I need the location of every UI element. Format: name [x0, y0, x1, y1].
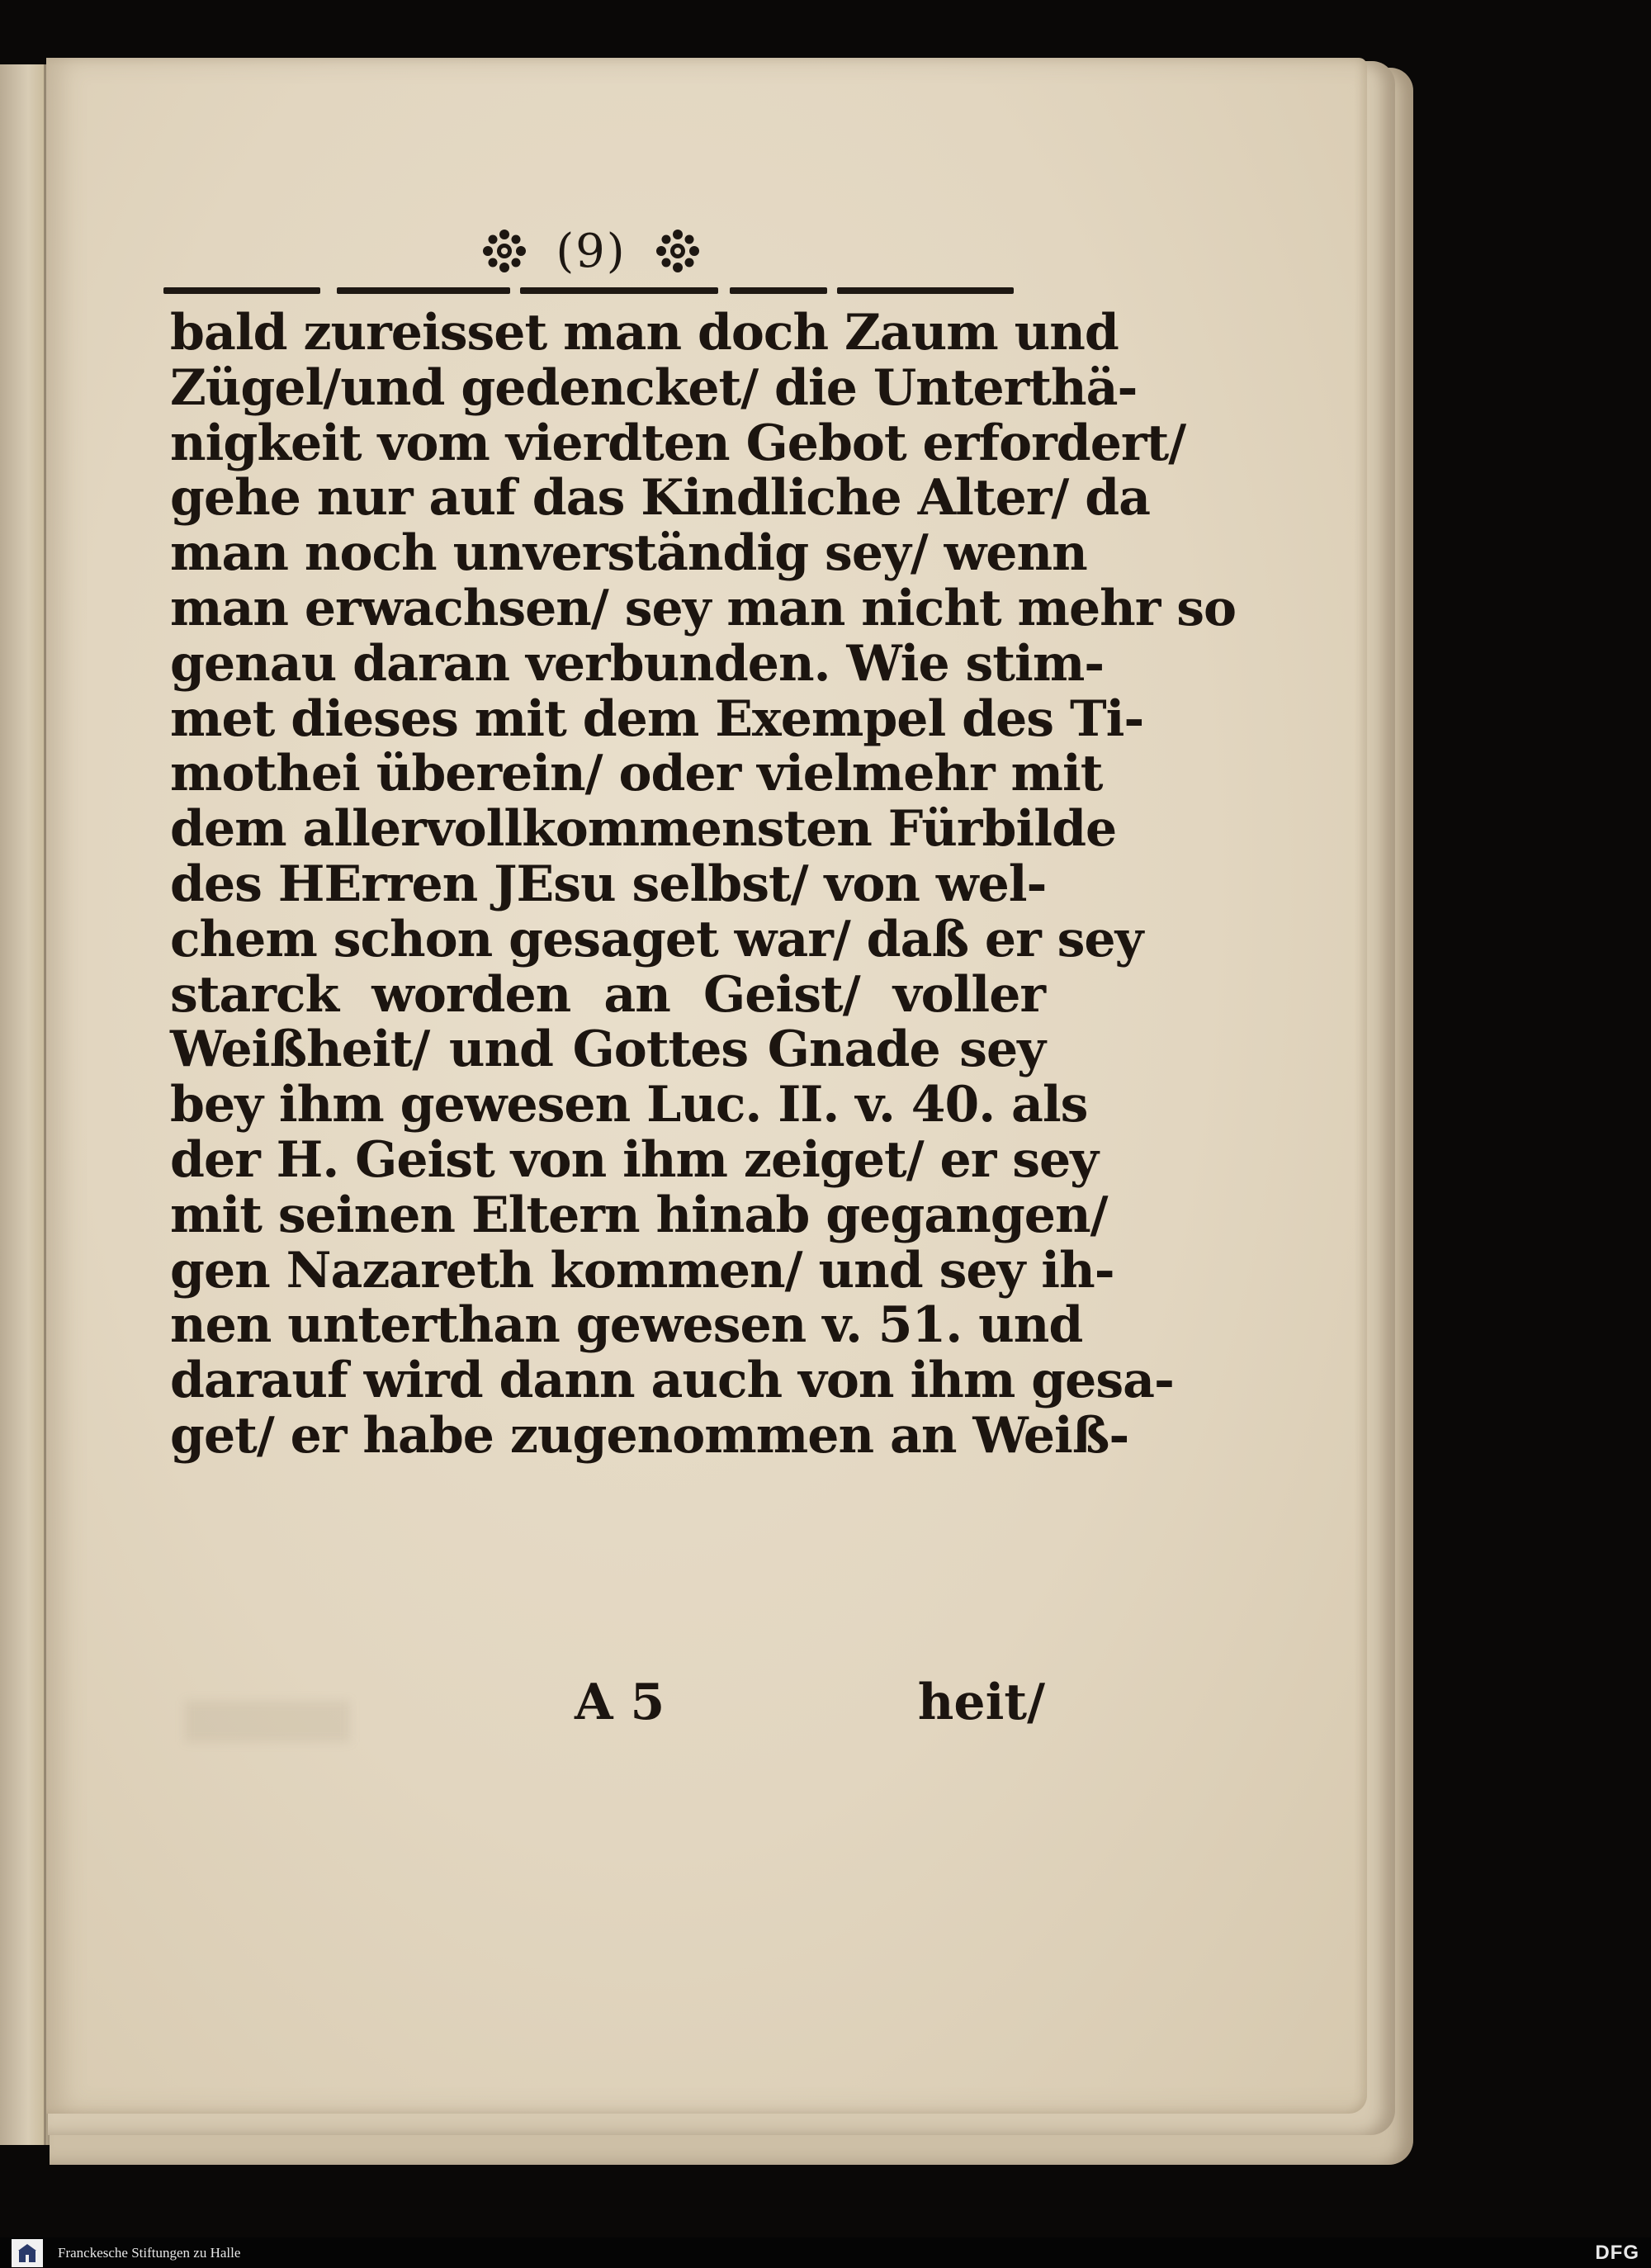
page-header: [451, 221, 731, 281]
viewer-footer-bar: [0, 2237, 1651, 2268]
facing-page-edge: [0, 64, 51, 2145]
page-footer: [575, 1669, 1045, 1735]
text-line: darauf wird dann auch von ihm gesa-: [170, 1352, 1174, 1410]
flower-ornament-icon: [655, 228, 701, 274]
text-line: Weißheit/ und Gottes Gnade sey: [170, 1020, 1045, 1079]
text-line: nen unterthan gewesen v. 51. und: [170, 1296, 1083, 1355]
book-page: [46, 58, 1367, 2114]
body-text: [170, 304, 1237, 1465]
text-line: bald zureisset man doch Zaum und: [170, 304, 1119, 362]
catchword: heit/: [917, 1674, 1045, 1731]
page-number: (9): [556, 224, 627, 278]
dfg-badge: DFG: [1595, 2242, 1639, 2264]
text-line: met dieses mit dem Exempel des Ti-: [170, 689, 1144, 748]
rule-segment: [163, 287, 320, 294]
building-icon: [17, 2242, 37, 2264]
text-line: man noch unverständig sey/ wenn: [170, 524, 1087, 583]
flower-ornament-icon: [481, 228, 527, 274]
text-line: des HErren JEsu selbst/ von wel-: [170, 855, 1047, 913]
text-line: get/ er habe zugenommen an Weiß-: [170, 1406, 1129, 1465]
text-line: gehe nur auf das Kindliche Alter/ da: [170, 469, 1151, 528]
text-line: man erwachsen/ sey man nicht mehr so: [170, 579, 1237, 637]
rule-segment: [520, 287, 718, 294]
text-line: dem allervollkommensten Fürbilde: [170, 800, 1117, 859]
text-line: mothei überein/ oder vielmehr mit: [170, 745, 1103, 803]
rule-segment: [337, 287, 510, 294]
text-line: bey ihm gewesen Luc. II. v. 40. als: [170, 1076, 1088, 1134]
institution-logo-icon: [12, 2239, 43, 2267]
text-line: mit seinen Eltern hinab gegangen/: [170, 1186, 1108, 1244]
signature-mark: A 5: [575, 1674, 665, 1731]
text-line: starck worden an Geist/ voller: [170, 965, 1045, 1024]
text-line: der H. Geist von ihm zeiget/ er sey: [170, 1130, 1099, 1189]
rule-segment: [730, 287, 827, 294]
text-line: Zügel/und gedencket/ die Unterthä-: [170, 358, 1138, 417]
text-line: gen Nazareth kommen/ und sey ih-: [170, 1241, 1114, 1300]
rule-segment: [837, 287, 1014, 294]
institution-name: Franckesche Stiftungen zu Halle: [58, 2244, 241, 2261]
text-line: nigkeit vom vierdten Gebot erfordert/: [170, 414, 1186, 472]
header-rule: [163, 287, 1014, 296]
show-through-mark: [185, 1701, 350, 1742]
text-line: genau daran verbunden. Wie stim-: [170, 634, 1105, 693]
text-line: chem schon gesaget war/ daß er sey: [170, 910, 1143, 968]
